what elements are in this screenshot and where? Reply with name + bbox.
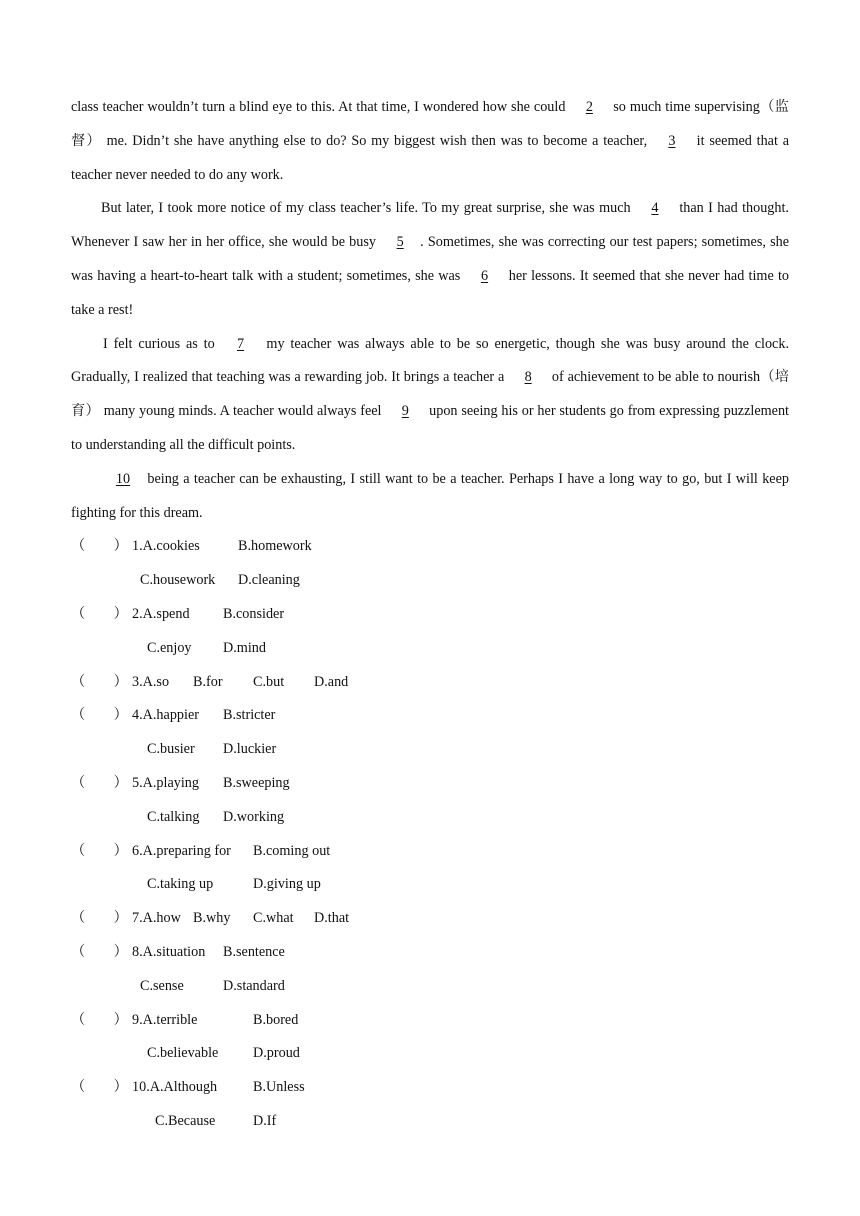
question-1: （ ） 1.A.cookies B.homework [71,530,789,564]
answer-bracket: （ ） [71,673,128,690]
blank-3: 3 [668,132,676,149]
answer-bracket: （ ） [71,943,128,960]
question-4: （ ） 4.A.happier B.stricter [71,699,789,733]
question-list [71,530,789,1138]
answer-bracket: （ ） [71,842,128,859]
passage-paragraph-1: class teacher wouldn’t turn a blind eye to this. At that time, I wondered how she could 2 so much time supervising（监督） me. Didn’t she have anything else to do? So my biggest wish then was to become a teacher, 3 it seemed that a teacher never needed to do any work. [71,91,789,192]
question-8: （ ） 8.A.situation B.sentence [71,936,789,970]
passage-paragraph-4: 10 being a teacher can be exhausting, I still want to be a teacher. Perhaps I have a long way to go, but I will keep fighting for this dream. [71,463,789,531]
blank-10: 10 [115,470,131,487]
answer-bracket: （ ） [71,707,128,724]
blank-2: 2 [585,99,593,115]
answer-bracket: （ ） [71,1011,128,1028]
question-6: （ ） 6.A.preparing for B.coming out [71,835,789,869]
answer-bracket: （ ） [71,1079,128,1096]
question-8-options-cd: C.sense D.standard [140,977,285,994]
question-2-options-cd: C.enjoy D.mind [147,639,266,656]
answer-bracket: （ ） [71,605,128,622]
question-9: （ ） 9.A.terrible B.bored [71,1004,789,1038]
blank-8: 8 [524,369,532,386]
question-9-options-cd: C.believable D.proud [147,1045,300,1062]
question-1-options-cd: C.housework D.cleaning [140,572,300,589]
blank-5: 5 [396,234,404,251]
blank-7: 7 [237,335,245,352]
question-10-options-cd: C.Because D.If [155,1112,277,1129]
question-7: （ ） 7.A.how B.why C.what D.that [71,902,789,936]
answer-bracket: （ ） [71,538,128,555]
question-10: （ ） 10.A.Although B.Unless [71,1071,789,1105]
question-4-options-cd: C.busier D.luckier [147,741,277,758]
question-6-options-cd: C.taking up D.giving up [147,876,321,893]
answer-bracket: （ ） [71,774,128,791]
exam-page [71,91,789,1139]
question-5: （ ） 5.A.playing B.sweeping [71,767,789,801]
blank-9: 9 [401,403,409,420]
question-5-options-cd: C.talking D.working [147,808,285,825]
answer-bracket: （ ） [71,910,128,927]
passage-paragraph-2: But later, I took more notice of my class teacher’s life. To my great surprise, she was much 4 than I had thought. Whenever I saw her in her office, she would be busy 5 . Sometimes, she was correcting our test papers; sometimes, she was having a heart-to-heart talk with a student; sometimes, she was 6 her lessons. It seemed that she never had time to take a rest! [71,192,789,327]
question-2: （ ） 2.A.spend B.consider [71,598,789,632]
question-3: （ ） 3.A.so B.for C.but D.and [71,666,789,700]
passage-paragraph-3: I felt curious as to 7 my teacher was always able to be so energetic, though she was busy around the clock. Gradually, I realized that teaching was a rewarding job. It brings a teacher a 8 of achievement to be able to nourish（培育） many young minds. A teacher would always feel 9 upon seeing his or her students go from expressing puzzlement to understanding all the difficult points. [71,328,789,463]
blank-4: 4 [651,200,659,217]
blank-6: 6 [480,267,489,284]
